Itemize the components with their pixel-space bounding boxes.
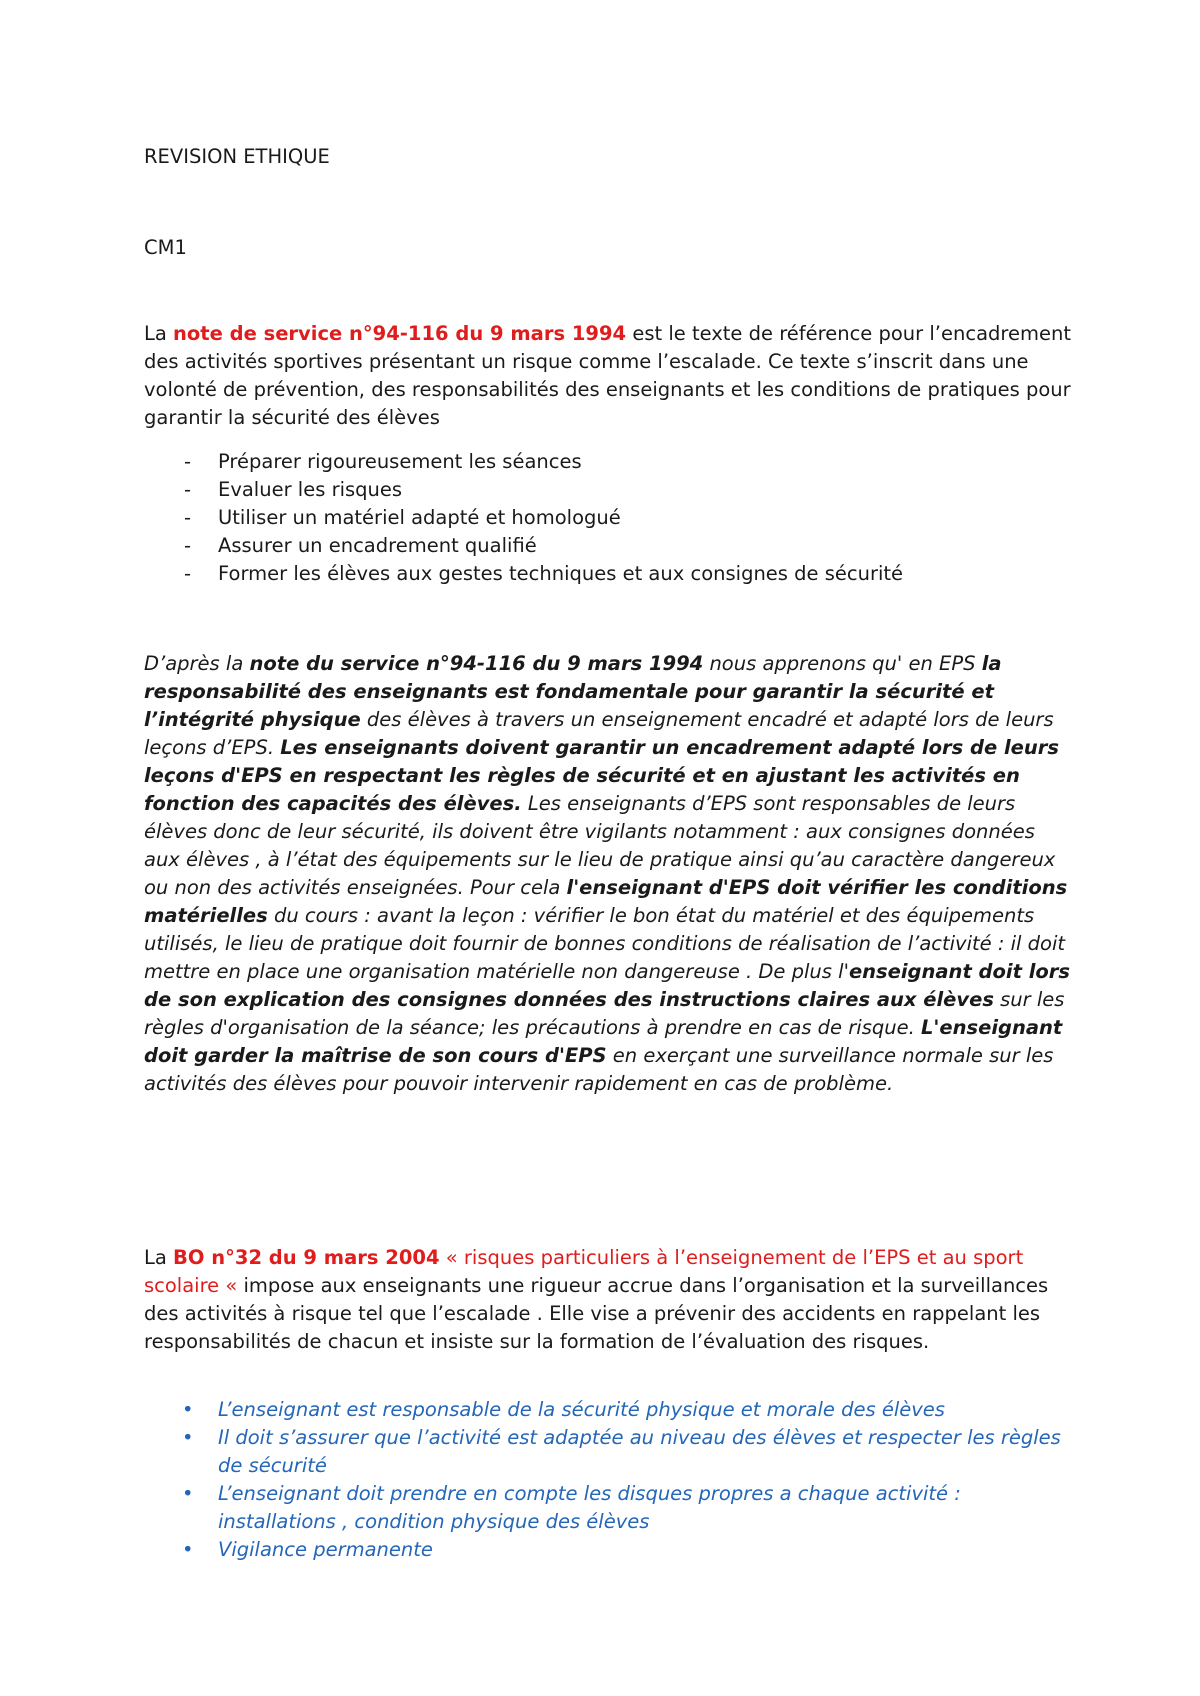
text-run: des élèves à travers un enseignement encadré et adapté lors de leurs leçons d’EPS. [144, 708, 1054, 759]
dash-marker: - [184, 534, 192, 557]
text-run: du cours : avant la leçon : vérifier le bon état du matériel et des équipements utilisés, le lieu de pratique doit fournir de bonnes conditions de réalisation de l’activité : il doit mettre en place une organisation matérielle non dangereuse . De plus l' [144, 904, 1066, 983]
text-run: est le texte de référence pour l’encadrement des activités sportives présentant un risque comme l’escalade. Ce texte s’inscrit dans une volonté de prévention, des responsabilités des enseignants et les conditions de pratiques pour garantir la sécurité des élèves [144, 322, 1071, 429]
list-item-text: Assurer un encadrement qualifié [218, 534, 537, 557]
highlighted-reference: note de service n°94-116 du 9 mars 1994 [173, 322, 627, 345]
list-item-text: Evaluer les risques [218, 478, 403, 501]
list-item [144, 448, 1074, 476]
bullet-marker: • [182, 1426, 194, 1449]
highlighted-reference: BO n°32 du 9 mars 2004 [173, 1246, 440, 1269]
analysis-paragraph [144, 650, 1074, 1098]
text-run: Les enseignants d’EPS sont responsables de leurs élèves donc de leur sécurité, ils doivent être vigilants notamment : aux consignes données aux élèves , à l’état des équipements sur le lieu de pratique ainsi qu’au caractère dangereux ou non des activités enseignées. Pour cela [144, 792, 1056, 899]
list-item-text: Utiliser un matériel adapté et homologué [218, 506, 621, 529]
list-item [144, 560, 1074, 588]
dash-marker: - [184, 450, 192, 473]
bold-run: enseignant doit lors de son explication des consignes données des instructions claires aux élèves [144, 960, 1071, 1011]
text-run: La [144, 322, 174, 345]
text-run: D’après la [144, 652, 250, 675]
dash-marker: - [184, 506, 192, 529]
bullet-marker: • [182, 1482, 194, 1505]
dash-marker: - [184, 562, 192, 585]
bo-paragraph [144, 1244, 1074, 1356]
responsibilities-list [144, 1396, 1074, 1564]
list-item-text: L’enseignant est responsable de la sécurité physique et morale des élèves [218, 1398, 945, 1421]
list-item [144, 1396, 1074, 1424]
bold-run: la responsabilité des enseignants est fondamentale pour garantir la sécurité et l’intégrité physique [144, 652, 1002, 731]
list-item [144, 504, 1074, 532]
bold-reference: note du service n°94-116 du 9 mars 1994 [249, 652, 704, 675]
text-run: La [144, 1246, 174, 1269]
document-subtitle: CM1 [144, 236, 187, 259]
text-run: nous apprenons qu' en EPS [703, 652, 982, 675]
list-item [144, 1424, 1074, 1480]
list-item-text: Former les élèves aux gestes techniques et aux consignes de sécurité [218, 562, 904, 585]
recommendations-list [144, 448, 1074, 588]
list-item-text: Préparer rigoureusement les séances [218, 450, 582, 473]
list-item [144, 532, 1074, 560]
bold-run: Les enseignants doivent garantir un encadrement adapté lors de leurs leçons d'EPS en respectant les règles de sécurité et en ajustant les activités en fonction des capacités des élèves. [144, 736, 1060, 815]
intro-paragraph [144, 320, 1074, 432]
bullet-marker: • [182, 1398, 194, 1421]
bold-run: l'enseignant d'EPS doit vérifier les conditions matérielles [144, 876, 1068, 927]
list-item-text: Vigilance permanente [218, 1538, 433, 1561]
list-item-text: L’enseignant doit prendre en compte les disques propres a chaque activité : installations , condition physique des élèves [218, 1482, 961, 1533]
dash-marker: - [184, 478, 192, 501]
list-item-text: Il doit s’assurer que l’activité est adaptée au niveau des élèves et respecter les règles de sécurité [218, 1426, 1061, 1477]
text-run: impose aux enseignants une rigueur accrue dans l’organisation et la surveillances des activités à risque tel que l’escalade . Elle vise a prévenir des accidents en rappelant les responsabilités de chacun et insiste sur la formation de l’évaluation des risques. [144, 1274, 1049, 1353]
text-run: sur les règles d'organisation de la séance; les précautions à prendre en cas de risque. [144, 988, 1065, 1039]
highlighted-quote: « risques particuliers à l’enseignement de l’EPS et au sport scolaire « [144, 1246, 1024, 1297]
document-title: REVISION ETHIQUE [144, 145, 330, 168]
bold-run: L'enseignant doit garder la maîtrise de son cours d'EPS [144, 1016, 1063, 1067]
list-item [144, 476, 1074, 504]
bullet-marker: • [182, 1538, 194, 1561]
list-item [144, 1480, 1074, 1536]
text-run: en exerçant une surveillance normale sur les activités des élèves pour pouvoir intervenir rapidement en cas de problème. [144, 1044, 1054, 1095]
list-item [144, 1536, 1074, 1564]
